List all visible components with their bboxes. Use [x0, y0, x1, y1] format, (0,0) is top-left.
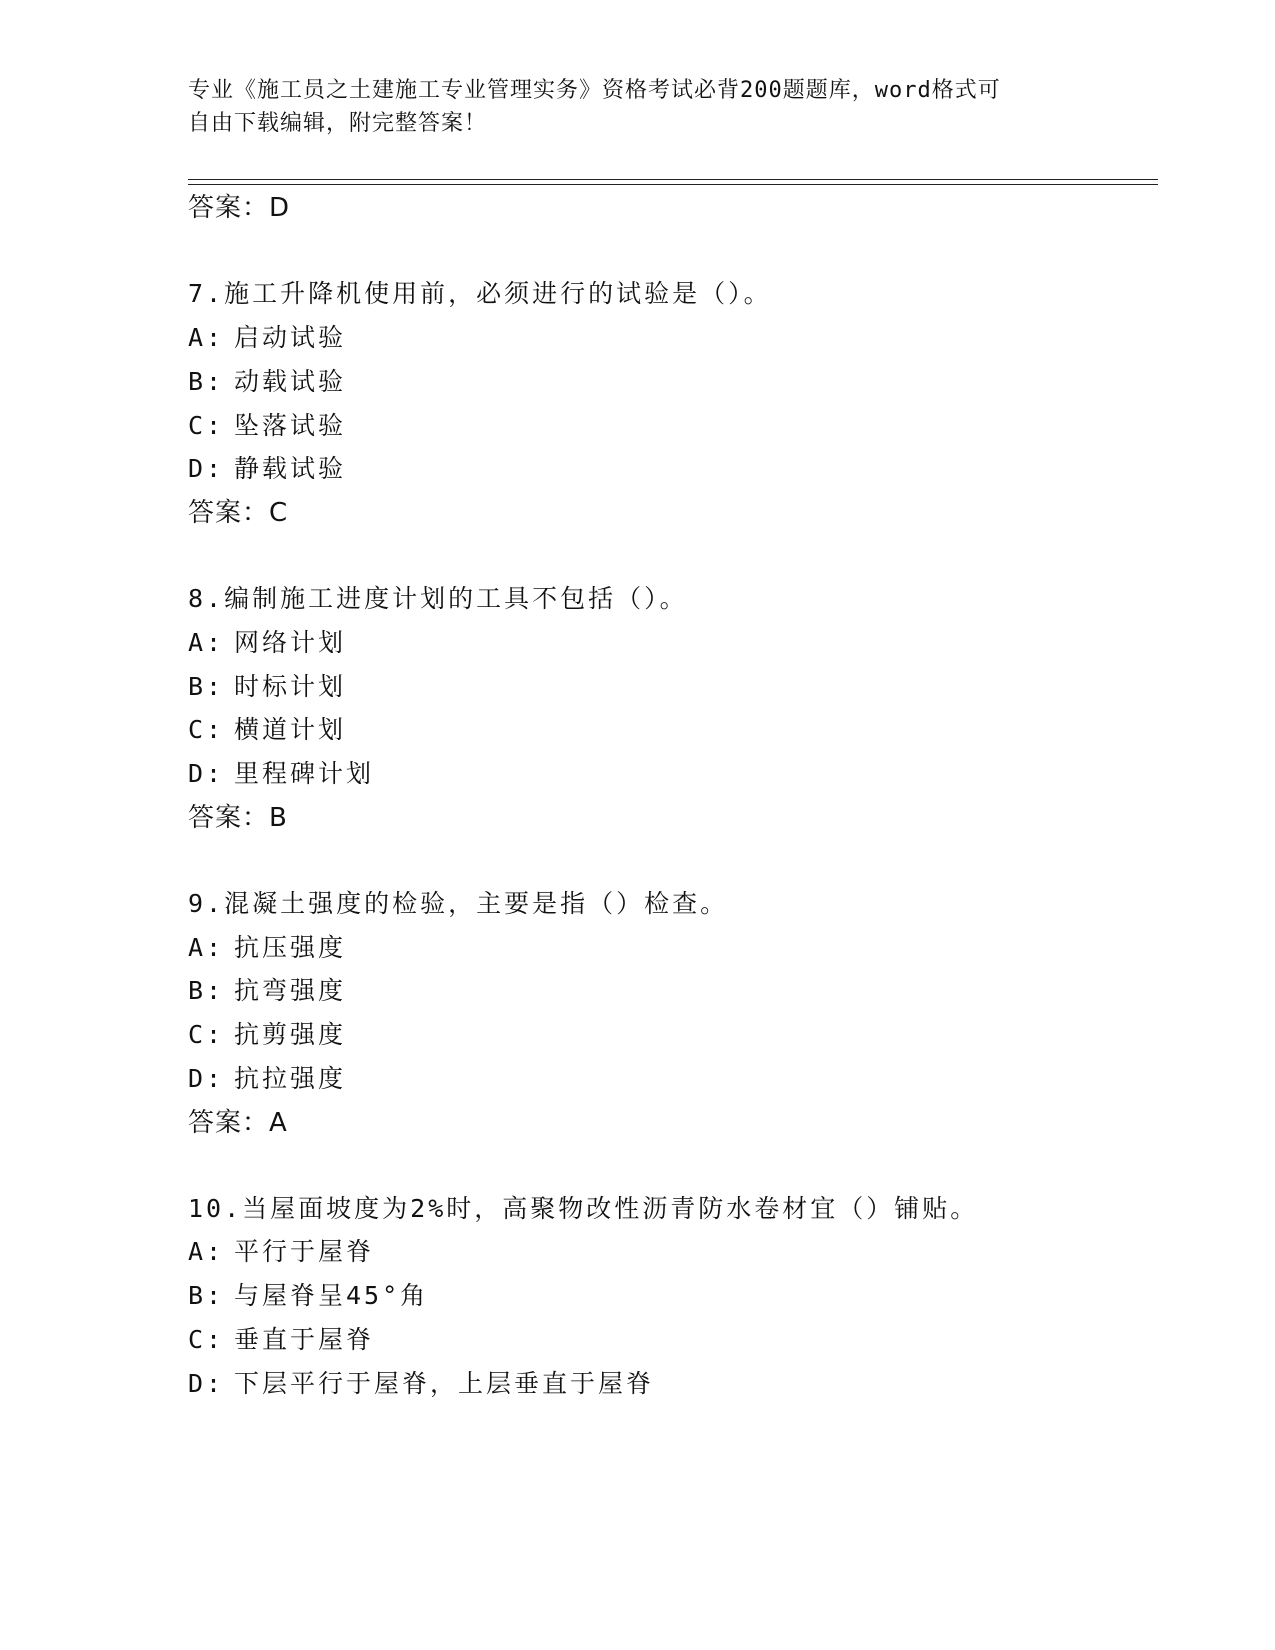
option-d: [188, 758, 374, 790]
question-stem: 9.混凝土强度的检验，主要是指（）检查。: [188, 889, 729, 918]
answer-line: 答案：C: [188, 498, 289, 528]
option-letter: B:: [188, 367, 225, 396]
option-text: 平行于屋脊: [234, 1237, 375, 1266]
option-letter: B:: [188, 1281, 225, 1310]
option-c: [188, 410, 346, 442]
header-divider-top: [188, 179, 1158, 180]
option-letter: C:: [188, 1020, 225, 1049]
option-text: 网络计划: [234, 628, 347, 657]
option-c: [188, 1019, 346, 1051]
answer-line: 答案：D: [188, 193, 291, 223]
option-letter: C:: [188, 411, 225, 440]
option-a: [188, 932, 346, 964]
header-line-2: 自由下载编辑，附完整答案！: [188, 111, 488, 136]
option-d: [188, 1368, 654, 1400]
option-a: [188, 1236, 374, 1268]
option-text: 横道计划: [234, 715, 347, 744]
option-b: [188, 1280, 428, 1312]
option-b: [188, 366, 346, 398]
question-stem: 8.编制施工进度计划的工具不包括（）。: [188, 584, 688, 613]
option-c: [188, 714, 346, 746]
option-text: 动载试验: [234, 367, 347, 396]
option-letter: D:: [188, 1369, 225, 1398]
answer-line: 答案：A: [188, 1108, 288, 1138]
option-letter: D:: [188, 454, 225, 483]
option-d: [188, 453, 346, 485]
option-text: 抗拉强度: [234, 1064, 347, 1093]
option-letter: A:: [188, 933, 225, 962]
option-text: 里程碑计划: [234, 759, 375, 788]
option-letter: B:: [188, 672, 225, 701]
option-a: [188, 627, 346, 659]
option-text: 抗剪强度: [234, 1020, 347, 1049]
header-divider-bottom: [188, 184, 1158, 185]
option-letter: C:: [188, 1325, 225, 1354]
option-letter: C:: [188, 715, 225, 744]
option-letter: A:: [188, 323, 225, 352]
option-text: 与屋脊呈45°角: [234, 1281, 429, 1310]
question-stem: 7.施工升降机使用前，必须进行的试验是（）。: [188, 279, 772, 308]
option-c: [188, 1324, 374, 1356]
option-text: 下层平行于屋脊，上层垂直于屋脊: [234, 1369, 655, 1398]
option-b: [188, 975, 346, 1007]
question-stem: 10.当屋面坡度为2%时，高聚物改性沥青防水卷材宜（）铺贴。: [188, 1194, 979, 1223]
option-text: 抗弯强度: [234, 976, 347, 1005]
option-letter: A:: [188, 1237, 225, 1266]
option-text: 启动试验: [234, 323, 347, 352]
option-letter: D:: [188, 759, 225, 788]
option-text: 垂直于屋脊: [234, 1325, 375, 1354]
option-text: 抗压强度: [234, 933, 347, 962]
option-text: 静载试验: [234, 454, 347, 483]
option-letter: B:: [188, 976, 225, 1005]
header-line-1: 专业《施工员之土建施工专业管理实务》资格考试必背200题题库，word格式可: [188, 78, 1001, 103]
option-d: [188, 1063, 346, 1095]
option-b: [188, 671, 346, 703]
answer-line: 答案：B: [188, 803, 288, 833]
option-letter: D:: [188, 1064, 225, 1093]
document-header: [188, 74, 1068, 140]
option-a: [188, 322, 346, 354]
option-text: 坠落试验: [234, 411, 347, 440]
option-text: 时标计划: [234, 672, 347, 701]
option-letter: A:: [188, 628, 225, 657]
